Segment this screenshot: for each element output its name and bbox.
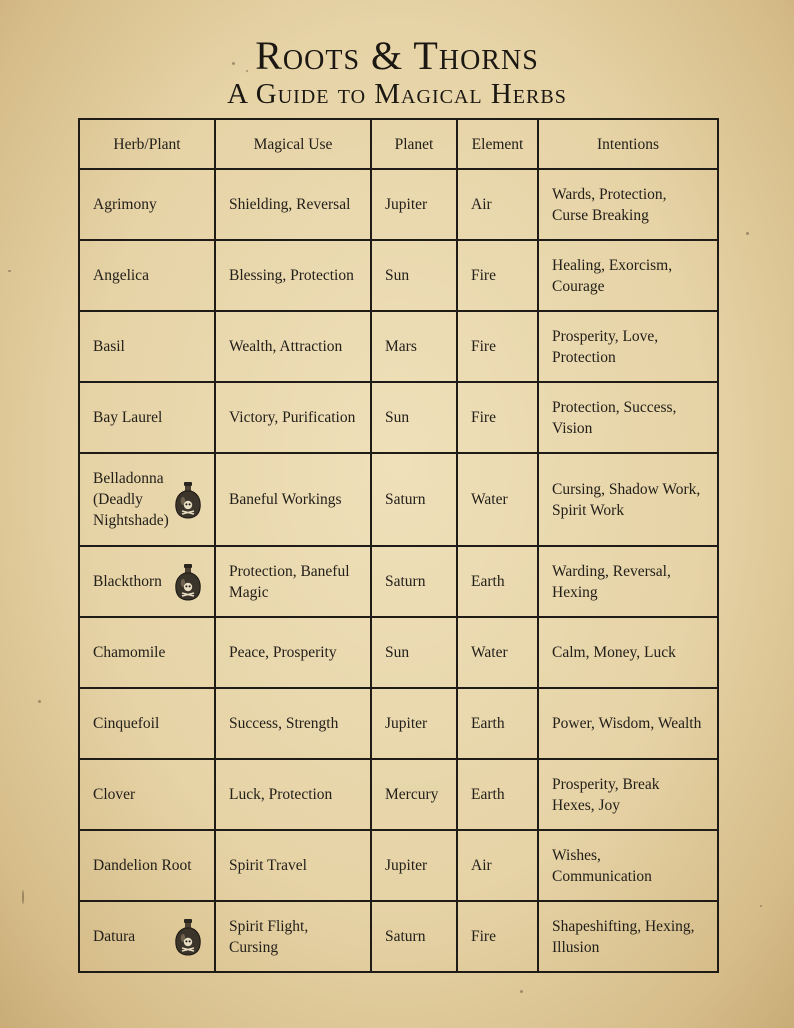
table-row (79, 382, 718, 453)
magical-use-cell (215, 311, 371, 382)
planet-cell (371, 546, 457, 617)
herb-cell-text: Datura (93, 928, 136, 945)
planet-cell (371, 382, 457, 453)
intentions-cell-text: Healing, Exorcism, Courage (552, 256, 673, 295)
intentions-cell-text: Prosperity, Love, Protection (552, 327, 659, 366)
table-row (79, 901, 718, 972)
magical-use-cell-text: Spirit Flight, Cursing (229, 917, 309, 956)
planet-cell-text: Sun (385, 267, 410, 284)
element-cell (457, 617, 538, 688)
paper-speck (22, 890, 24, 904)
planet-cell (371, 240, 457, 311)
herb-cell (79, 240, 215, 311)
herb-cell-text: Clover (93, 786, 136, 803)
magical-use-cell-text: Wealth, Attraction (229, 338, 343, 355)
planet-cell (371, 759, 457, 830)
intentions-cell-text: Wishes, Communication (552, 846, 652, 885)
magical-use-cell-text: Spirit Travel (229, 857, 307, 874)
herb-cell (79, 830, 215, 901)
element-cell (457, 169, 538, 240)
planet-cell-text: Saturn (385, 573, 426, 590)
magical-use-cell-text: Baneful Workings (229, 491, 342, 508)
intentions-cell (538, 311, 718, 382)
intentions-cell (538, 830, 718, 901)
herb-table (78, 118, 719, 973)
column-header-element: Element (457, 119, 538, 169)
planet-cell-text: Jupiter (385, 715, 428, 732)
column-header-herb: Herb/Plant (79, 119, 215, 169)
table-row (79, 830, 718, 901)
intentions-cell (538, 453, 718, 546)
column-header-magical-use: Magical Use (215, 119, 371, 169)
planet-cell (371, 453, 457, 546)
intentions-cell (538, 688, 718, 759)
paper-speck (8, 270, 11, 272)
intentions-cell (538, 617, 718, 688)
element-cell (457, 311, 538, 382)
element-cell-text: Air (471, 196, 492, 213)
poison-bottle-icon (174, 481, 202, 519)
page-subtitle: A Guide to Magical Herbs (227, 78, 567, 110)
intentions-cell-text: Wards, Protection, Curse Breaking (552, 185, 667, 224)
table-row (79, 688, 718, 759)
table-row (79, 546, 718, 617)
table-row (79, 453, 718, 546)
intentions-cell-text: Prosperity, Break Hexes, Joy (552, 775, 660, 814)
herb-cell (79, 901, 215, 972)
herb-cell-text: Angelica (93, 267, 149, 284)
table-header-row (79, 119, 718, 169)
magical-use-cell-text: Shielding, Reversal (229, 196, 351, 213)
planet-cell-text: Sun (385, 644, 410, 661)
element-cell-text: Water (471, 491, 508, 508)
planet-cell-text: Jupiter (385, 857, 428, 874)
column-header-intentions: Intentions (538, 119, 718, 169)
paper-speck (746, 232, 749, 235)
magical-use-cell-text: Peace, Prosperity (229, 644, 337, 661)
column-header-planet: Planet (371, 119, 457, 169)
planet-cell-text: Sun (385, 409, 410, 426)
planet-cell-text: Jupiter (385, 196, 428, 213)
paper-speck (520, 990, 523, 993)
page-title: Roots & Thorns (255, 33, 539, 78)
herb-cell (79, 688, 215, 759)
magical-use-cell-text: Success, Strength (229, 715, 339, 732)
planet-cell-text: Saturn (385, 491, 426, 508)
planet-cell (371, 688, 457, 759)
herb-cell-text: Belladonna (Deadly Nightshade) (93, 470, 169, 529)
element-cell-text: Earth (471, 786, 505, 803)
element-cell-text: Earth (471, 715, 505, 732)
intentions-cell (538, 901, 718, 972)
element-cell (457, 546, 538, 617)
planet-cell-text: Mars (385, 338, 417, 355)
herb-cell-text: Chamomile (93, 644, 166, 661)
intentions-cell (538, 169, 718, 240)
magical-use-cell (215, 169, 371, 240)
herb-cell (79, 311, 215, 382)
intentions-cell-text: Calm, Money, Luck (552, 644, 676, 661)
magical-use-cell (215, 830, 371, 901)
herb-cell-text: Cinquefoil (93, 715, 160, 732)
intentions-cell-text: Power, Wisdom, Wealth (552, 715, 702, 732)
herb-cell (79, 169, 215, 240)
herb-cell (79, 453, 215, 546)
table-row (79, 169, 718, 240)
paper-speck (760, 905, 762, 907)
element-cell-text: Water (471, 644, 508, 661)
element-cell (457, 453, 538, 546)
herb-cell-text: Blackthorn (93, 573, 162, 590)
magical-use-cell (215, 901, 371, 972)
planet-cell (371, 830, 457, 901)
element-cell-text: Air (471, 857, 492, 874)
magical-use-cell (215, 453, 371, 546)
intentions-cell-text: Warding, Reversal, Hexing (552, 562, 671, 601)
planet-cell-text: Saturn (385, 928, 426, 945)
table-row (79, 311, 718, 382)
intentions-cell-text: Cursing, Shadow Work, Spirit Work (552, 480, 701, 519)
herb-cell-text: Bay Laurel (93, 409, 163, 426)
planet-cell (371, 311, 457, 382)
herb-cell-text: Agrimony (93, 196, 157, 213)
planet-cell (371, 617, 457, 688)
magical-use-cell (215, 546, 371, 617)
element-cell-text: Fire (471, 267, 496, 284)
magical-use-cell (215, 759, 371, 830)
magical-use-cell (215, 382, 371, 453)
poison-bottle-icon (174, 563, 202, 601)
element-cell-text: Fire (471, 928, 496, 945)
element-cell (457, 759, 538, 830)
element-cell-text: Fire (471, 409, 496, 426)
table-row (79, 240, 718, 311)
intentions-cell (538, 759, 718, 830)
herb-cell-text: Basil (93, 338, 125, 355)
planet-cell-text: Mercury (385, 786, 439, 803)
magical-use-cell (215, 688, 371, 759)
table-row (79, 617, 718, 688)
element-cell (457, 240, 538, 311)
element-cell (457, 830, 538, 901)
intentions-cell-text: Shapeshifting, Hexing, Illusion (552, 917, 695, 956)
poison-bottle-icon (174, 918, 202, 956)
magical-use-cell-text: Victory, Purification (229, 409, 356, 426)
intentions-cell (538, 382, 718, 453)
intentions-cell (538, 240, 718, 311)
planet-cell (371, 901, 457, 972)
herb-cell (79, 617, 215, 688)
intentions-cell-text: Protection, Success, Vision (552, 398, 677, 437)
element-cell (457, 688, 538, 759)
magical-use-cell-text: Protection, Baneful Magic (229, 562, 350, 601)
element-cell-text: Fire (471, 338, 496, 355)
planet-cell (371, 169, 457, 240)
magical-use-cell-text: Blessing, Protection (229, 267, 354, 284)
element-cell (457, 382, 538, 453)
magical-use-cell-text: Luck, Protection (229, 786, 333, 803)
table-row (79, 759, 718, 830)
paper-speck (38, 700, 41, 703)
element-cell-text: Earth (471, 573, 505, 590)
herb-cell (79, 759, 215, 830)
herb-cell (79, 382, 215, 453)
magical-use-cell (215, 240, 371, 311)
herb-cell-text: Dandelion Root (93, 857, 192, 874)
magical-use-cell (215, 617, 371, 688)
element-cell (457, 901, 538, 972)
herb-cell (79, 546, 215, 617)
intentions-cell (538, 546, 718, 617)
